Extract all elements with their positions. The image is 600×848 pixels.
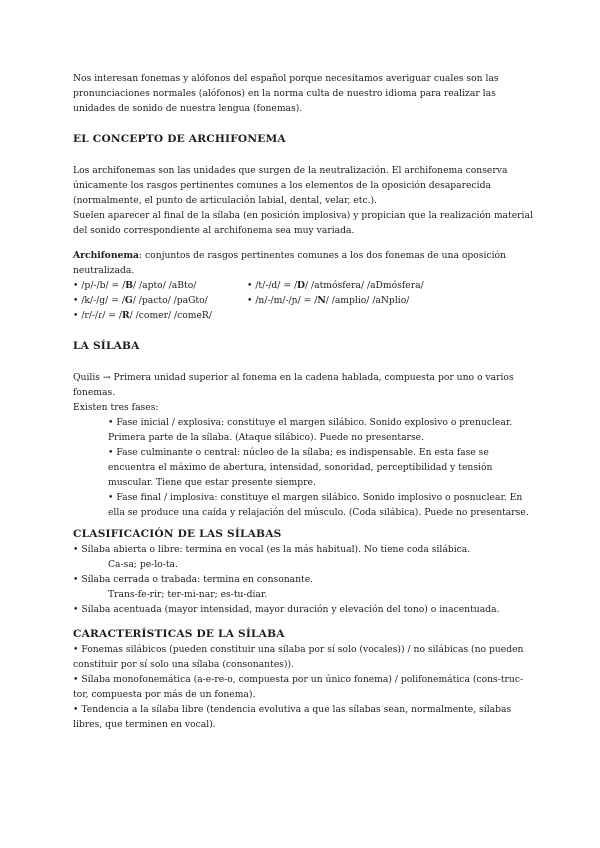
clasificacion-example-2: Trans-fe-rir; ter-mi-nar; es-tu-diar. — [108, 589, 268, 600]
archifonema-paragraph-1: Los archifonemas son las unidades que surgen de la neutralización. El archifonema conserva únicamente los rasgos pertinentes comunes a los elementos de la oposición desaparecida (normalmente, el punto de articulación labial, dental, velar, etc.). — [73, 165, 508, 206]
example-item: • /r/-/ɾ/ = /R/ /comer/ /comeR/ — [73, 310, 212, 321]
clasificacion-heading: CLASIFICACIÓN DE LAS SÍLABAS — [73, 528, 282, 540]
silaba-definition: Quilis → Primera unidad superior al fonema en la cadena hablada, compuesta por uno o varios fonemas. — [73, 372, 514, 398]
intro-paragraph: Nos interesan fonemas y alófonos del español porque necesitamos averiguar cuales son las pronunciaciones normales (alófonos) en la norma culta de nuestro idioma para realizar las unidades de sonido de nuestra lengua (fonemas). — [73, 73, 499, 114]
example-item: • /p/-/b/ = /B/ /apto/ /aBto/ — [73, 280, 197, 291]
phase-item: • Fase inicial / explosiva: constituye el margen silábico. Sonido explosivo o prenuclear. Primera parte de la sílaba. (Ataque silábico). Puede no presentarse. — [108, 417, 513, 443]
clasificacion-example-1: Ca-sa; pe-lo-ta. — [108, 559, 178, 570]
example-item: • /k/-/g/ = /G/ /pacto/ /paGto/ — [73, 295, 208, 306]
phase-item: • Fase culminante o central: núcleo de la sílaba; es indispensable. En esta fase se encuentra el máximo de abertura, intensidad, sonoridad, perceptibilidad y tensión muscular. Tiene que estar presente siempre. — [108, 447, 493, 488]
caracteristicas-heading: CARACTERÍSTICAS DE LA SÍLABA — [73, 628, 285, 640]
examples-row-1 — [73, 278, 533, 293]
examples-row-2 — [73, 293, 533, 308]
archifonema-heading: EL CONCEPTO DE ARCHIFONEMA — [73, 133, 286, 145]
phases-list — [73, 415, 533, 520]
silaba-heading: LA SÍLABA — [73, 340, 140, 352]
clasificacion-item-2: • Sílaba cerrada o trabada: termina en consonante. — [73, 574, 314, 585]
caracteristicas-item: • Fonemas silábicos (pueden constituir una sílaba por sí solo (vocales)) / no silábicas (no pueden constituir por sí solo una sílaba (consonantes)). — [73, 644, 524, 670]
phase-item: • Fase final / implosiva: constituye el margen silábico. Sonido implosivo o posnuclear. En ella se produce una caída y relajación del músculo. (Coda silábica). Puede no presentarse. — [108, 492, 529, 518]
caracteristicas-item: • Tendencia a la sílaba libre (tendencia evolutiva a que las sílabas sean, normalmente, sílabas libres, que terminen en vocal). — [73, 704, 512, 730]
caracteristicas-item: • Sílaba monofonemática (a-e-re-o, compuesta por un único fonema) / polifonemática (cons-truc-tor, compuesta por más de un fonema). — [73, 674, 524, 700]
clasificacion-item-3: • Sílaba acentuada (mayor intensidad, mayor duración y elevación del tono) o inacentuada. — [73, 604, 500, 615]
example-item: • /t/-/d/ = /D/ /atmósfera/ /aDmósfera/ — [247, 280, 424, 291]
document-body — [73, 71, 533, 732]
definition-term: Archifonema — [73, 250, 140, 261]
clasificacion-item-1: • Sílaba abierta o libre: termina en vocal (es la más habitual). No tiene coda silábica. — [73, 544, 471, 555]
archifonema-definition — [73, 248, 533, 278]
example-item: • /n/-/m/-/ɲ/ = /N/ /amplio/ /aNplio/ — [247, 295, 410, 306]
phases-intro: Existen tres fases: — [73, 402, 159, 413]
archifonema-paragraph-2: Suelen aparecer al final de la sílaba (en posición implosiva) y propician que la realización material del sonido correspondiente al archifonema sea muy variada. — [73, 210, 533, 236]
definition-text: : conjuntos de rasgos pertinentes comunes a los dos fonemas de una oposición neutralizada. — [73, 250, 506, 276]
